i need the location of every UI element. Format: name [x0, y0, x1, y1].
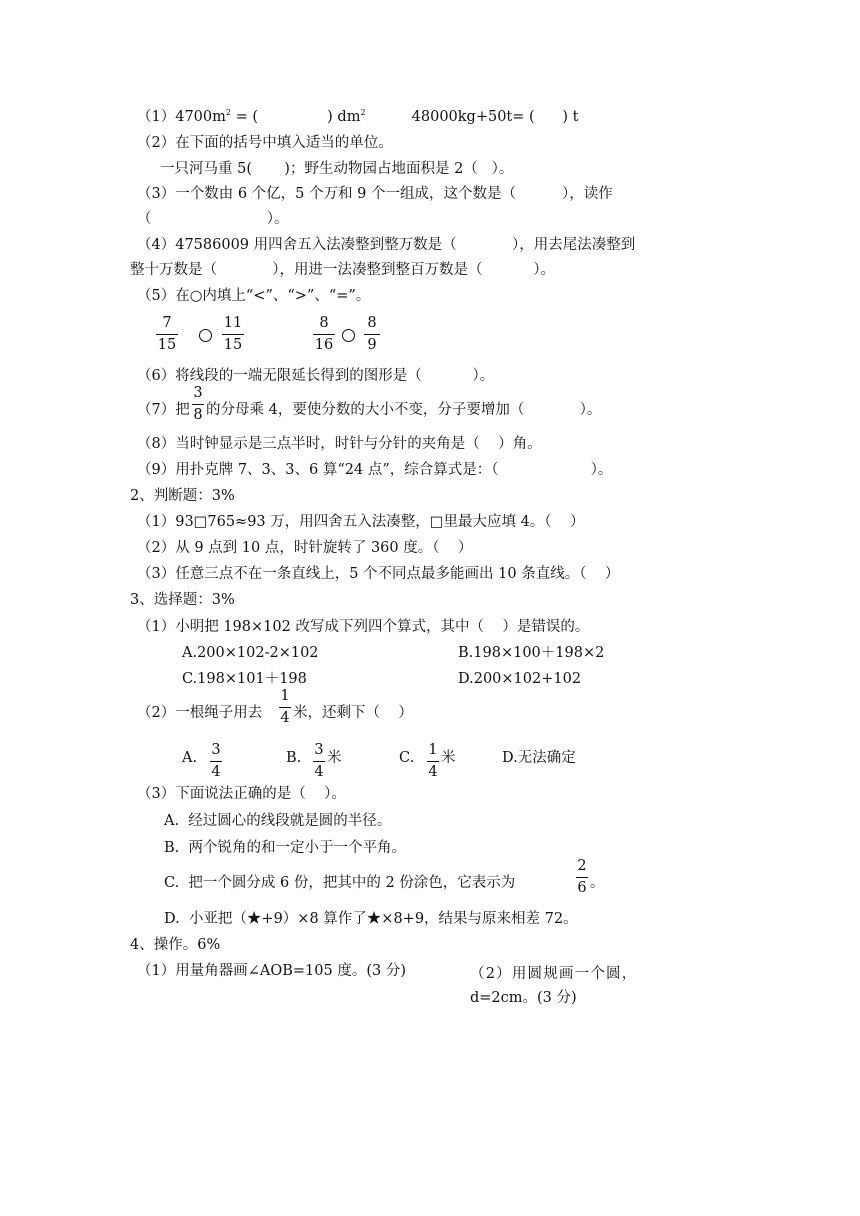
denominator: 9: [367, 337, 377, 353]
q1-line-6: （4）47586009 用四舍五入法凑整到整万数是（ ），用去尾法凑整到: [137, 237, 636, 253]
denominator: 15: [157, 337, 177, 353]
fraction-bar: [210, 761, 222, 762]
numerator: 8: [319, 315, 329, 331]
q3-2-option-d: D.无法确定: [502, 750, 576, 766]
numerator: 1: [280, 688, 290, 704]
fraction-bar: [313, 761, 325, 762]
fraction-bar: [313, 334, 335, 335]
compare-circle[interactable]: [342, 329, 355, 342]
numerator: 1: [428, 742, 438, 758]
fraction-1-4: [427, 741, 439, 782]
q1-line-2: （2）在下面的括号中填入适当的单位。: [137, 135, 393, 151]
denominator: 4: [428, 764, 438, 780]
fraction-3-4: [313, 741, 325, 782]
fraction-bar: [222, 334, 244, 335]
superscript-2: 2: [225, 108, 231, 118]
fraction-3-4: [210, 741, 222, 782]
q3-line-2-a: （2）一根绳子用去: [137, 705, 263, 721]
q1-line-12: （9）用扑克牌 7、3、3、6 算“24 点”，综合算式是：（ ）。: [137, 462, 613, 478]
q1-line-5: （ ）。: [137, 211, 289, 227]
denominator: 15: [223, 337, 243, 353]
q1-line-4: （3）一个数由 6 个亿，5 个万和 9 个一组成，这个数是（ ），读作: [137, 186, 613, 202]
numerator: 3: [193, 385, 203, 401]
q4-task-1: （1）用量角器画∠AOB=105 度。(3 分): [137, 963, 406, 979]
q3-option-a: A.200×102-2×102: [182, 645, 319, 661]
q3-2-option-b-label: B.: [286, 750, 302, 766]
q1-line-10-a: （7）把: [137, 402, 190, 418]
fraction-bar: [427, 761, 439, 762]
fraction-bar: [279, 707, 291, 708]
denominator: 4: [211, 764, 221, 780]
q3-2-option-a-label: A.: [182, 750, 198, 766]
q3-line-2-b: 米，还剩下（ ）: [293, 705, 413, 721]
fraction-bar: [364, 334, 380, 335]
fraction-bar: [576, 877, 588, 878]
q1-line-8: （5）在○内填上“<”、“>”、“=”。: [137, 288, 371, 304]
q2-line-2: （2）从 9 点到 10 点，时针旋转了 360 度。（ ）: [137, 540, 473, 556]
q1-line-7: 整十万数是（ ），用进一法凑整到整百万数是（ ）。: [130, 262, 556, 278]
q1-line-10-b: 的分母乘 4，要使分数的大小不变，分子要增加（ ）。: [206, 402, 602, 418]
q3-option-d: D.200×102+102: [458, 671, 582, 687]
q1-1-text-c: 48000kg+50t= ( ) t: [365, 109, 579, 125]
q3-2-option-c-label: C.: [399, 750, 415, 766]
compare-circle[interactable]: [199, 329, 212, 342]
denominator: 4: [280, 710, 290, 726]
numerator: 3: [314, 742, 324, 758]
q1-line-1: [137, 107, 578, 127]
q3-3-statement-d: D. 小亚把（★+9）×8 算作了★×8+9，结果与原来相差 72。: [164, 911, 578, 927]
q1-line-9: （6）将线段的一端无限延长得到的图形是（ ）。: [137, 368, 495, 384]
q2-line-1: （1）93□765≈93 万，用四舍五入法凑整，□里最大应填 4。（ ）: [137, 514, 585, 530]
superscript-2: 2: [360, 108, 366, 118]
fraction-11-15: [222, 314, 244, 355]
denominator: 8: [193, 407, 203, 423]
fraction-1-4: [279, 687, 291, 728]
q1-1-text-a: （1）4700m: [137, 109, 226, 125]
section-3-title: 3、选择题：3%: [130, 592, 235, 608]
q4-task-2-line-2: d=2cm。(3 分): [470, 990, 577, 1006]
q3-option-c: C.198×101＋198: [182, 671, 307, 687]
q3-line-1: （1）小明把 198×102 改写成下列四个算式，其中（ ）是错误的。: [137, 619, 590, 635]
q3-option-b: B.198×100＋198×2: [458, 645, 605, 661]
q3-3-statement-c-end: 。: [590, 875, 605, 891]
q1-line-11: （8）当时钟显示是三点半时，时针与分针的夹角是（ ）角。: [137, 436, 542, 452]
fraction-8-16: [313, 314, 335, 355]
numerator: 8: [367, 315, 377, 331]
numerator: 11: [223, 315, 243, 331]
fraction-8-9: [364, 314, 380, 355]
q1-line-3: 一只河马重 5( )；野生动物园占地面积是 2（ ）。: [137, 161, 514, 177]
fraction-bar: [192, 404, 204, 405]
q3-2-option-c-unit: 米: [441, 750, 456, 766]
section-4-title: 4、操作。6%: [130, 937, 221, 953]
q2-line-3: （3）任意三点不在一条直线上，5 个不同点最多能画出 10 条直线。（ ）: [137, 566, 620, 582]
denominator: 6: [577, 880, 587, 896]
q3-line-3: （3）下面说法正确的是（ ）。: [137, 786, 346, 802]
fraction-7-15: [156, 314, 178, 355]
q1-1-text-b: = ( ) dm: [230, 109, 361, 125]
q3-2-option-b-unit: 米: [327, 750, 342, 766]
q3-3-statement-c: C. 把一个圆分成 6 份，把其中的 2 份涂色，它表示为: [164, 875, 516, 891]
denominator: 4: [314, 764, 324, 780]
fraction-bar: [156, 334, 178, 335]
q3-3-statement-b: B. 两个锐角的和一定小于一个平角。: [164, 840, 406, 856]
fraction-2-6: [576, 857, 588, 898]
numerator: 2: [577, 858, 587, 874]
numerator: 7: [162, 315, 172, 331]
q3-3-statement-a: A. 经过圆心的线段就是圆的半径。: [164, 813, 392, 829]
section-2-title: 2、判断题：3%: [130, 488, 235, 504]
denominator: 16: [314, 337, 334, 353]
q4-task-2-line-1: （2）用圆规画一个圆，: [470, 966, 638, 982]
numerator: 3: [211, 742, 221, 758]
fraction-3-8: [192, 384, 204, 425]
